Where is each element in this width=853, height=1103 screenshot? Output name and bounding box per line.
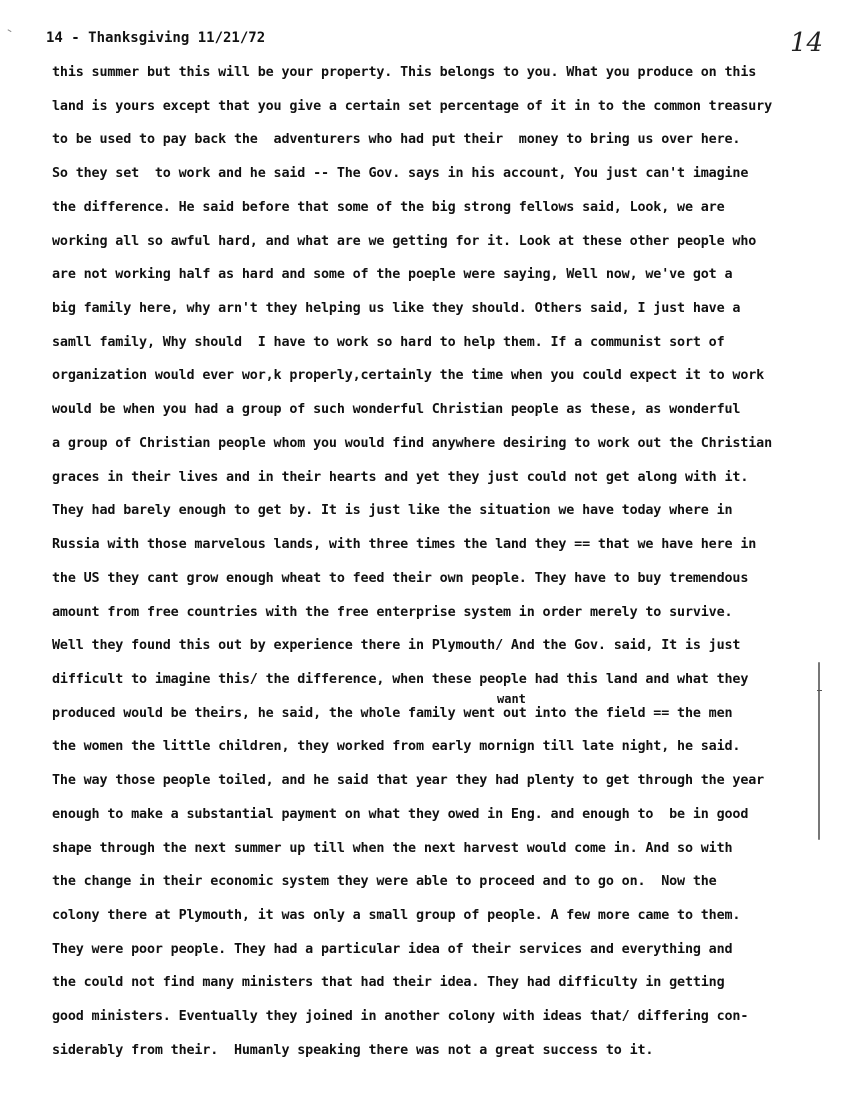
text-line: Russia with those marvelous lands, with three times the land they == that we have here in bbox=[52, 537, 757, 553]
text-line: samll family, Why should I have to work so hard to help them. If a communist sort of bbox=[52, 334, 725, 350]
text-line: colony there at Plymouth, it was only a small group of people. A few more came to them. bbox=[52, 907, 741, 923]
text-line: enough to make a substantial payment on what they owed in Eng. and enough to be in good bbox=[52, 806, 749, 822]
text-line: difficult to imagine this/ the difference, when these people had this land and what they bbox=[52, 671, 749, 687]
margin-line-mark bbox=[818, 662, 820, 840]
text-line: would be when you had a group of such wonderful Christian people as these, as wonderful bbox=[52, 402, 741, 418]
text-line: to be used to pay back the adventurers who had put their money to bring us over here. bbox=[52, 132, 741, 148]
text-line: big family here, why arn't they helping us like they should. Others said, I just have a bbox=[52, 301, 741, 317]
text-line: the women the little children, they worked from early mornign till late night, he said. bbox=[52, 739, 741, 755]
text-line: this summer but this will be your property. This belongs to you. What you produce on this bbox=[52, 65, 757, 80]
text-line: the change in their economic system they were able to proceed and to go on. Now the bbox=[52, 874, 717, 890]
text-line: So they set to work and he said -- The Gov. says in his account, You just can't imagine bbox=[52, 166, 749, 182]
text-line: The way those people toiled, and he said that year they had plenty to get through the year bbox=[52, 773, 765, 789]
text-line: the could not find many ministers that had their idea. They had difficulty in getting bbox=[52, 975, 725, 991]
text-line: produced would be theirs, he said, the whole family went out into the field == the men bbox=[52, 705, 733, 721]
text-line: working all so awful hard, and what are we getting for it. Look at these other people who bbox=[52, 233, 757, 249]
handwritten-insertion: want bbox=[497, 692, 526, 706]
text-line: graces in their lives and in their hearts and yet they just could not get along with it. bbox=[52, 469, 749, 485]
page-header: 14 - Thanksgiving 11/21/72 bbox=[46, 30, 266, 46]
text-line: the difference. He said before that some of the big strong fellows said, Look, we are bbox=[52, 199, 725, 215]
text-line: the US they cant grow enough wheat to feed their own people. They have to buy tremendous bbox=[52, 570, 749, 586]
text-line: good ministers. Eventually they joined in another colony with ideas that/ differing con- bbox=[52, 1009, 749, 1025]
text-line: organization would ever wor,k properly,certainly the time when you could expect it to work bbox=[52, 368, 765, 384]
text-line: Well they found this out by experience there in Plymouth/ And the Gov. said, It is just bbox=[52, 638, 741, 654]
text-line: land is yours except that you give a certain set percentage of it in to the common treasury bbox=[52, 98, 772, 114]
corner-mark bbox=[7, 29, 12, 34]
typed-body-text bbox=[52, 62, 842, 1074]
margin-tick-mark bbox=[817, 690, 822, 691]
text-line: They were poor people. They had a particular idea of their services and everything and bbox=[52, 941, 733, 957]
text-line: amount from free countries with the free enterprise system in order merely to survive. bbox=[52, 604, 733, 620]
text-line: shape through the next summer up till when the next harvest would come in. And so with bbox=[52, 840, 733, 856]
text-line: are not working half as hard and some of the poeple were saying, Well now, we've got a bbox=[52, 267, 733, 283]
text-line: a group of Christian people whom you would find anywhere desiring to work out the Christian bbox=[52, 435, 772, 451]
text-line: They had barely enough to get by. It is just like the situation we have today where in bbox=[52, 503, 733, 519]
handwritten-page-number: 14 bbox=[790, 28, 824, 58]
text-line: siderably from their. Humanly speaking there was not a great success to it. bbox=[52, 1042, 654, 1058]
